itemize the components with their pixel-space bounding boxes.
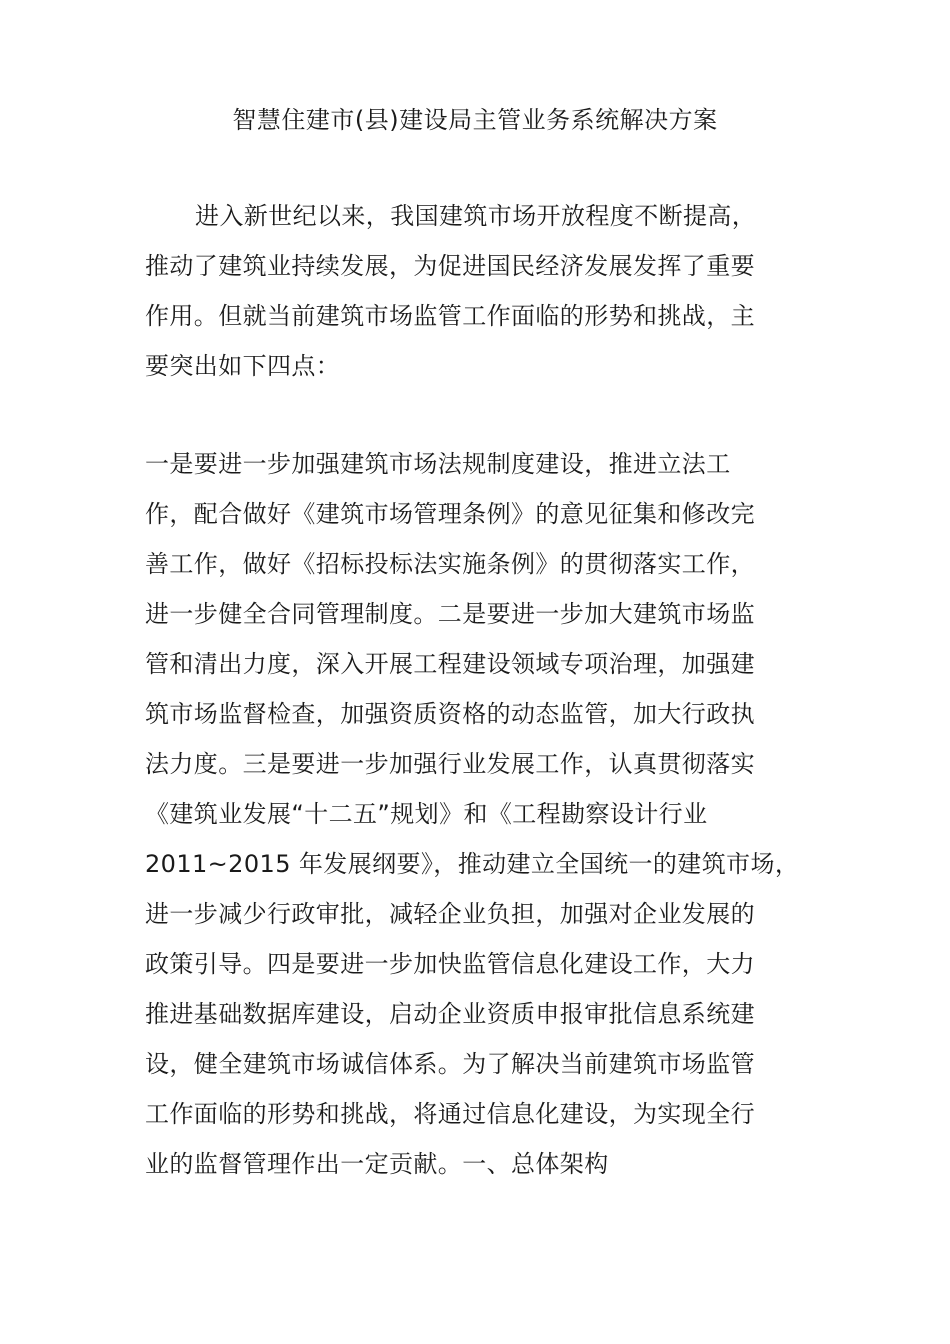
document-title: 智慧住建市(县)建设局主管业务系统解决方案 [232, 106, 718, 134]
intro-line: 要突出如下四点： [145, 352, 341, 380]
body-line: 进一步健全合同管理制度。二是要进一步加大建筑市场监 [145, 600, 755, 628]
body-line: 《建筑业发展“十二五”规划》和《工程勘察设计行业 [145, 800, 708, 828]
body-line: 政策引导。四是要进一步加快监管信息化建设工作，大力 [145, 950, 755, 978]
body-line: 工作面临的形势和挑战，将通过信息化建设，为实现全行 [145, 1100, 755, 1128]
body-line: 管和清出力度，深入开展工程建设领域专项治理，加强建 [145, 650, 755, 678]
body-line: 法力度。三是要进一步加强行业发展工作，认真贯彻落实 [145, 750, 755, 778]
body-line: 善工作，做好《招标投标法实施条例》的贯彻落实工作， [145, 550, 755, 578]
body-line: 一是要进一步加强建筑市场法规制度建设，推进立法工 [145, 450, 731, 478]
intro-line: 进入新世纪以来，我国建筑市场开放程度不断提高， [195, 202, 757, 230]
body-line: 推进基础数据库建设，启动企业资质申报审批信息系统建 [145, 1000, 755, 1028]
body-line: 2011~2015 年发展纲要》，推动建立全国统一的建筑市场， [145, 850, 800, 878]
body-line: 设，健全建筑市场诚信体系。为了解决当前建筑市场监管 [145, 1050, 755, 1078]
body-line: 筑市场监督检查，加强资质资格的动态监管，加大行政执 [145, 700, 755, 728]
intro-line: 作用。但就当前建筑市场监管工作面临的形势和挑战，主 [145, 302, 755, 330]
intro-line: 推动了建筑业持续发展，为促进国民经济发展发挥了重要 [145, 252, 755, 280]
body-line: 作，配合做好《建筑市场管理条例》的意见征集和修改完 [145, 500, 755, 528]
body-line: 进一步减少行政审批，减轻企业负担，加强对企业发展的 [145, 900, 755, 928]
body-line: 业的监督管理作出一定贡献。一、总体架构 [145, 1150, 609, 1178]
